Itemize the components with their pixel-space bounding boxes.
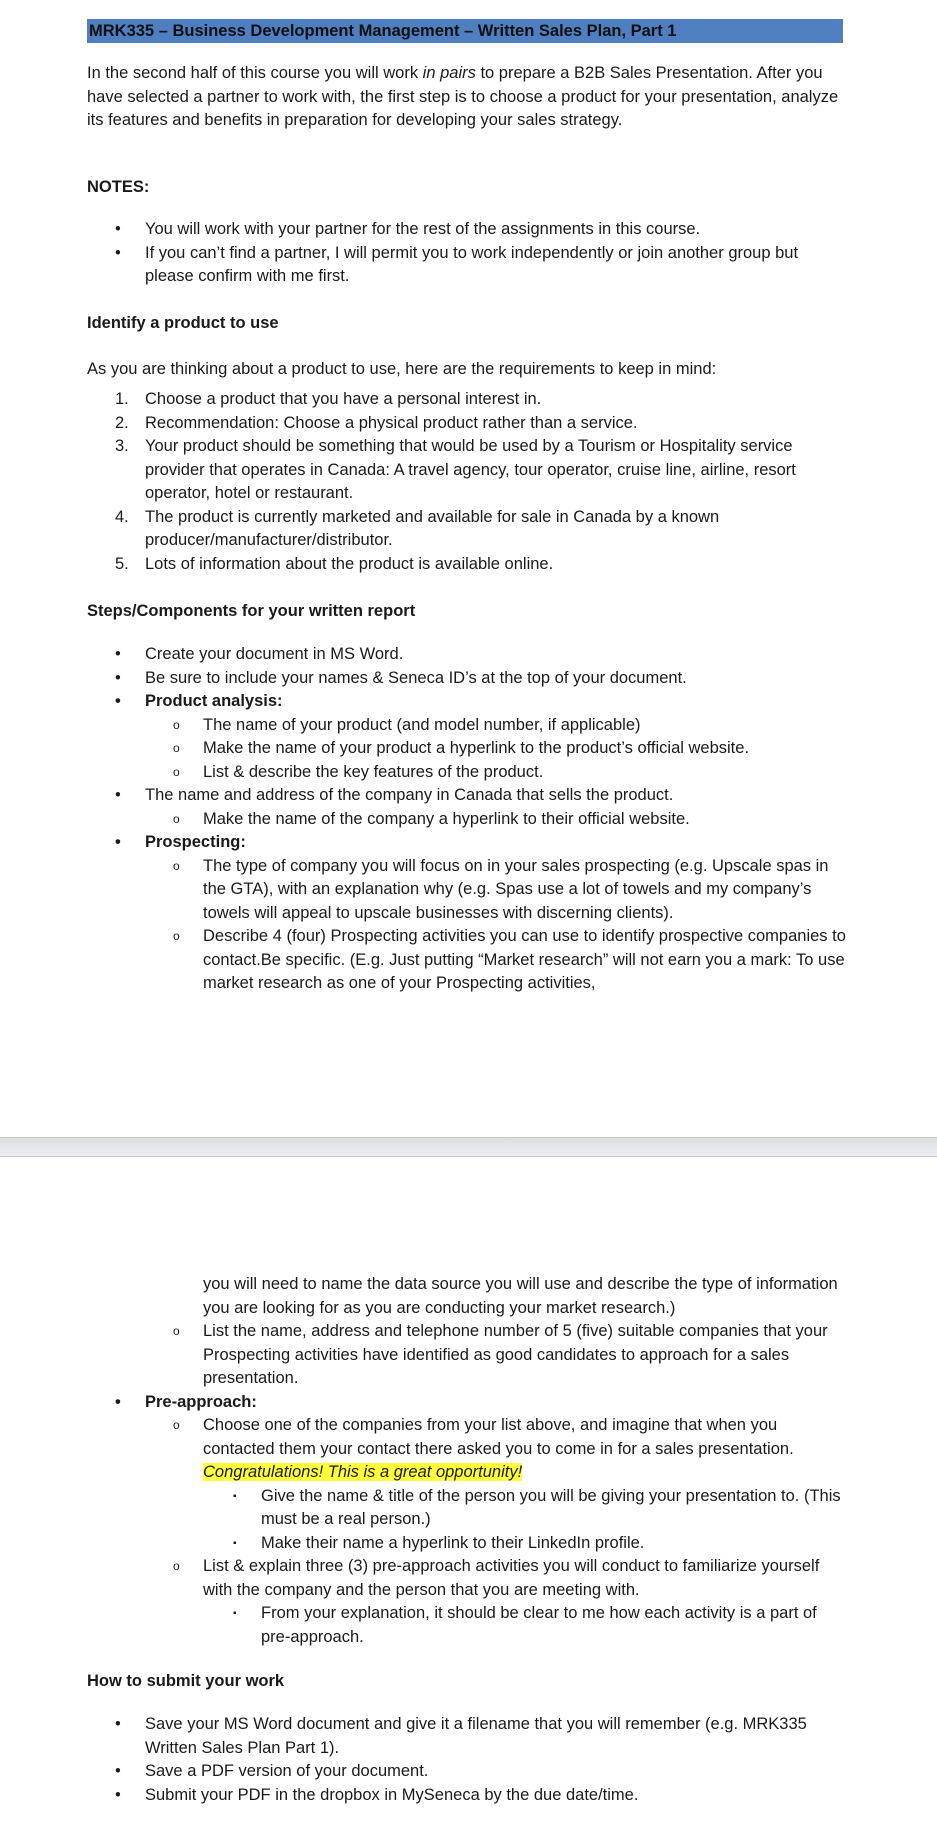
list-item: 1. Choose a product that you have a personal interest in. (115, 390, 542, 408)
list-item: 5. Lots of information about the product is available online. (115, 554, 554, 573)
document-title: MRK335 – Business Development Management – Written Sales Plan, Part 1 (87, 19, 843, 43)
list-item: • The name and address of the company in Canada that sells the product. (115, 786, 674, 804)
list-item: • Prospecting: (115, 833, 246, 851)
page-break (0, 1137, 937, 1157)
bullet-marker: • (115, 220, 121, 238)
list-item: o The name of your product (and model number, if applicable) (173, 715, 641, 734)
document-page-2 (0, 1157, 937, 1823)
list-item: o List & describe the key features of the product. (173, 762, 544, 781)
list-item: • Save your MS Word document and give it a filename that you will remember (e.g. MRK335 Written Sales Plan Part 1). (115, 1715, 807, 1757)
list-item: • Pre-approach: (115, 1392, 257, 1411)
intro-paragraph: In the second half of this course you will work in pairs to prepare a B2B Sales Presentation. After you have selected a partner to work with, the first step is to choose a product for your presentation, analyze its features and benefits in preparation for developing your sales strategy. (87, 64, 839, 129)
submit-heading: How to submit your work (87, 1672, 285, 1690)
bullet-marker: • (115, 243, 121, 262)
list-item: • Product analysis: (115, 692, 283, 710)
identify-heading: Identify a product to use (87, 314, 279, 332)
list-item: 3. Your product should be something that would be used by a Tourism or Hospitality service provider that operates in Canada: A travel agency, tour operator, cruise line, airline, resort operator, hotel or restaurant. (115, 437, 796, 502)
list-item: o List & explain three (3) pre-approach activities you will conduct to familiarize yourself with the company and the person that you are meeting with. (173, 1557, 820, 1599)
list-item: o Describe 4 (four) Prospecting activities you can use to identify prospective companies to contact.Be specific. (E.g. Just putting “Market research” will not earn you a mark: To use market research as one of your Prospecting activities, (173, 927, 846, 992)
list-item: ▪ From your explanation, it should be clear to me how each activity is a part of pre-approach. (233, 1604, 817, 1646)
list-item: • You will work with your partner for the rest of the assignments in this course. (87, 218, 847, 242)
list-item: • Save a PDF version of your document. (115, 1762, 429, 1780)
notes-heading: NOTES: (87, 178, 150, 196)
list-item: • Submit your PDF in the dropbox in MySeneca by the due date/time. (115, 1785, 639, 1804)
list-item: 4. The product is currently marketed and available for sale in Canada by a known producer/manufacturer/distributor. (115, 507, 720, 549)
list-item: • Create your document in MS Word. (115, 645, 404, 663)
list-item: • If you can’t find a partner, I will permit you to work independently or join another group but please confirm with me first. (115, 243, 799, 285)
highlighted-text: Congratulations! This is a great opportunity! (203, 1463, 523, 1481)
list-item: • Be sure to include your names & Seneca ID’s at the top of your document. (115, 668, 687, 687)
list-item: o The type of company you will focus on in your sales prospecting (e.g. Upscale spas in the GTA), with an explanation why (e.g. Spas use a lot of towels and my company’s towels will appeal to upscale businesses with discerning clients). (173, 856, 829, 922)
list-item: ▪ Make their name a hyperlink to their LinkedIn profile. (233, 1533, 645, 1552)
list-item: o Make the name of your product a hyperlink to the product’s official website. (173, 739, 750, 757)
identify-lead: As you are thinking about a product to use, here are the requirements to keep in mind: (87, 360, 717, 378)
list-item: o Choose one of the companies from your list above, and imagine that when you contacted them your contact there asked you to come in for a sales presentation. Congratulations! This is a great opportunity! (173, 1416, 794, 1481)
list-item-continued: you will need to name the data source you will use and describe the type of information you are looking for as you are conducting your market research.) (203, 1275, 838, 1317)
list-item: o Make the name of the company a hyperlink to their official website. (173, 809, 690, 828)
list-item: 2. Recommendation: Choose a physical product rather than a service. (115, 413, 638, 432)
steps-heading: Steps/Components for your written report (87, 602, 416, 620)
list-item: o List the name, address and telephone number of 5 (five) suitable companies that your Prospecting activities have identified as good candidates to approach for a sales presentation. (173, 1322, 828, 1387)
list-item: ▪ Give the name & title of the person you will be giving your presentation to. (This must be a real person.) (233, 1486, 841, 1528)
